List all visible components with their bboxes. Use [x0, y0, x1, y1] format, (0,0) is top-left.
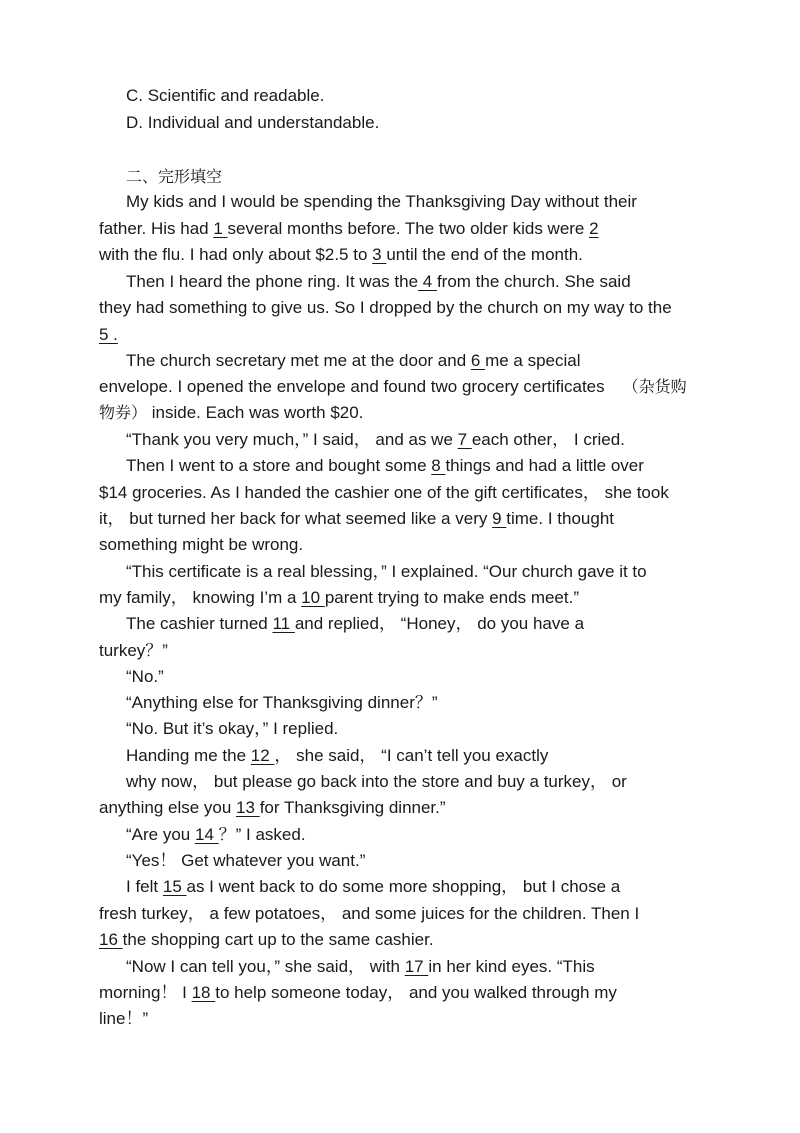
line-text: for Thanksgiving dinner.” [259, 798, 446, 817]
line-text: to help someone today， and you walked through my [215, 983, 617, 1002]
passage-line [126, 851, 365, 871]
line-text: ， she said， “I can’t tell you exactly [274, 746, 549, 765]
passage-line [99, 1009, 148, 1029]
passage-line [99, 483, 669, 503]
line-text: envelope. I opened the envelope and found two grocery certificates [99, 377, 605, 396]
line-text: “This certificate is a real blessing，” I explained. “Our church gave it to [126, 562, 647, 581]
passage-line [99, 588, 579, 608]
passage-line [99, 245, 583, 265]
passage-line [99, 509, 614, 529]
passage-line [126, 667, 164, 687]
blank-3: 3 [372, 245, 387, 264]
line-text: something might be wrong. [99, 535, 304, 554]
passage-line [126, 272, 631, 292]
line-text: I felt [126, 877, 163, 896]
line-text: in her kind eyes. “This [428, 957, 595, 976]
blank-4: 4 [418, 272, 437, 291]
passage-line [99, 930, 434, 950]
passage-line [126, 877, 620, 897]
line-text: time. I thought [506, 509, 614, 528]
blank-11: 11 [272, 614, 295, 633]
passage-line [99, 904, 639, 924]
blank-13: 13 [236, 798, 260, 817]
blank-16: 16 [99, 930, 123, 949]
blank-1: 1 [213, 219, 228, 238]
section-heading [126, 167, 222, 187]
passage-line [126, 192, 637, 212]
blank-15: 15 [162, 877, 187, 896]
line-text: The cashier turned [126, 614, 273, 633]
passage-line [99, 377, 687, 397]
line-text: inside. Each was worth $20. [147, 403, 364, 422]
line-text: why now， but please go back into the store and buy a turkey， or [126, 772, 627, 791]
blank-5: 5 . [99, 325, 118, 344]
passage-line [99, 403, 363, 423]
line-text: The church secretary met me at the door and [126, 351, 471, 370]
blank-9: 9 [492, 509, 507, 528]
passage-line [126, 719, 338, 739]
passage-line [126, 772, 627, 792]
line-text: it， but turned her back for what seemed like a very [99, 509, 493, 528]
line-text: from the church. She said [436, 272, 631, 291]
line-text: morning！ I [99, 983, 192, 1002]
passage-line [126, 957, 595, 977]
line-text-cjk: 物券） [99, 403, 148, 422]
passage-line [99, 983, 617, 1003]
blank-18: 18 [191, 983, 216, 1002]
passage-line [126, 825, 306, 845]
blank-10: 10 [301, 588, 325, 607]
passage-line [99, 219, 599, 239]
line-text: My kids and I would be spending the Thanksgiving Day without their [126, 192, 637, 211]
line-text: “No.” [126, 667, 164, 686]
blank-14: 14 [194, 825, 219, 844]
line-text: turkey？” [99, 641, 168, 660]
passage-line [99, 325, 118, 345]
passage-line [99, 298, 672, 318]
line-text: ？” I asked. [218, 825, 306, 844]
line-text: as I went back to do some more shopping， but I chose a [186, 877, 621, 896]
passage-line [126, 430, 625, 450]
line-text: anything else you [99, 798, 237, 817]
line-text: me a special [485, 351, 581, 370]
line-text: “Anything else for Thanksgiving dinner？” [126, 693, 438, 712]
line-text: with the flu. I had only about $2.5 to [99, 245, 373, 264]
passage-line [99, 535, 303, 555]
blank-2: 2 [589, 219, 599, 238]
line-text: each other， I cried. [471, 430, 625, 449]
passage-line [99, 641, 168, 661]
option-c-text: C. Scientific and readable. [126, 86, 325, 105]
line-text: “No. But it’s okay，” I replied. [126, 719, 339, 738]
line-text: Then I heard the phone ring. It was the [126, 272, 419, 291]
option-c [126, 86, 324, 106]
blank-12: 12 [250, 746, 275, 765]
line-text: fresh turkey， a few potatoes， and some juices for the children. Then I [99, 904, 640, 923]
passage-line [126, 693, 438, 713]
line-text-cjk: （杂货购 [622, 377, 687, 396]
line-text: father. His had [99, 219, 214, 238]
line-text: “Now I can tell you，” she said， with [126, 957, 405, 976]
line-text: and replied， “Honey， do you have a [294, 614, 585, 633]
blank-17: 17 [404, 957, 429, 976]
line-text: “Are you [126, 825, 195, 844]
line-text: until the end of the month. [386, 245, 583, 264]
blank-8: 8 [431, 456, 446, 475]
line-text: Handing me the [126, 746, 251, 765]
passage-line [126, 562, 647, 582]
option-d [126, 113, 379, 133]
passage-line [99, 798, 446, 818]
line-text: line！” [99, 1009, 149, 1028]
line-text: they had something to give us. So I dropped by the church on my way to the [99, 298, 672, 317]
line-text: things and had a little over [445, 456, 644, 475]
line-text: parent trying to make ends meet.” [324, 588, 579, 607]
section-heading-text: 二、完形填空 [126, 167, 223, 186]
line-text: several months before. The two older kids were [227, 219, 590, 238]
line-text: “Yes！ Get whatever you want.” [126, 851, 366, 870]
passage-line [126, 351, 581, 371]
blank-6: 6 [470, 351, 486, 370]
line-text: Then I went to a store and bought some [126, 456, 432, 475]
line-text: $14 groceries. As I handed the cashier one of the gift certificates， she took [99, 483, 669, 502]
option-d-text: D. Individual and understandable. [126, 113, 380, 132]
passage-line [126, 614, 584, 634]
passage-line [126, 746, 548, 766]
passage-line [126, 456, 644, 476]
line-text: the shopping cart up to the same cashier. [122, 930, 434, 949]
blank-7: 7 [457, 430, 472, 449]
line-text: my family， knowing I’m a [99, 588, 302, 607]
line-text: “Thank you very much，” I said， and as we [126, 430, 458, 449]
